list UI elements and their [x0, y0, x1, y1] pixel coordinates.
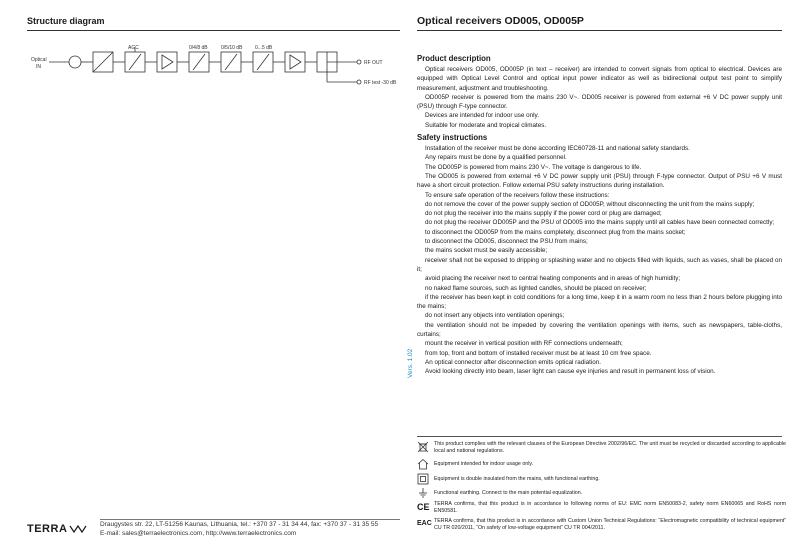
rf-test-label: RF test -30 dB	[364, 80, 397, 86]
safety-instructions-body	[417, 144, 782, 376]
safety-paragraph: receiver shall not be exposed to dripping or splashing water and no objects filled with liquids, such as vases, shall be placed on it;	[417, 256, 782, 273]
structure-diagram	[27, 40, 407, 100]
address-line: Draugystes str. 22, LT-51256 Kaunas, Lithuania, tel.: +370 37 - 31 34 44, fax: +370 37 - 31 35 55	[100, 521, 379, 528]
product-paragraph: Suitable for moderate and tropical climates.	[425, 121, 547, 129]
weee-text: This product complies with the relevant clauses of the European Directive 2002/96/EC. The unit must be recycled or discarded according to applicable local and national regulations.	[434, 441, 786, 454]
amplifier-1-block	[157, 52, 177, 72]
safety-paragraph: mount the receiver in vertical position with RF connections underneath;	[425, 340, 623, 348]
safety-paragraph: An optical connector after disconnection emits optical radiation.	[425, 358, 602, 366]
footer-rule	[100, 519, 400, 520]
safety-paragraph: do not remove the cover of the power supply section of OD005P, without disconnecting the unit from the mains supply;	[425, 200, 755, 208]
product-description-heading: Product description	[417, 54, 491, 63]
indoor-text: Equipment intended for indoor usage only.	[434, 461, 534, 467]
amplifier-2-block	[285, 52, 305, 72]
product-paragraph: Devices are intended for indoor use only.	[425, 112, 539, 120]
product-content	[417, 54, 782, 377]
right-header-rule	[417, 30, 782, 31]
rf-out-label: RF OUT	[364, 60, 383, 66]
terra-wave-icon	[69, 524, 89, 534]
safety-paragraph: To ensure safe operation of the receivers follow these instructions:	[425, 191, 610, 199]
att1-label: 0/4/8 dB	[189, 45, 208, 51]
safety-paragraph: to disconnect the OD005, disconnect the PSU from mains;	[425, 238, 588, 246]
house-icon	[417, 458, 429, 470]
product-description-body	[417, 65, 782, 130]
att3-label: 0...5 dB	[255, 45, 273, 51]
safety-paragraph: Any repairs must be done by a qualified personnel.	[425, 154, 567, 162]
earth-icon	[417, 487, 429, 499]
left-header-rule	[27, 30, 400, 31]
safety-paragraph: from top, front and bottom of installed receiver must be at least 10 cm free space.	[425, 349, 652, 357]
att2-label: 0/5/10 dB	[221, 45, 243, 51]
terra-logo	[27, 523, 89, 535]
eac-mark: EAC	[417, 520, 432, 527]
safety-paragraph: The OD005P is powered from mains 230 V~. The voltage is dangerous to life.	[425, 163, 642, 171]
safety-paragraph: Installation of the receiver must be done according IEC60728-11 and national safety standards.	[425, 145, 690, 153]
product-paragraph: Optical receivers OD005, OD005P (in text – receiver) are intended to convert signals from optical to electrical. Devices are equipped with Optical Level Control and optical input power indicator as well as bidirectional output test point to simplify measurement, adjustment and troubleshooting.	[417, 66, 782, 92]
safety-paragraph: do not plug the receiver OD005P and the PSU of OD005 into the mains supply until all cables have been connected correctly;	[425, 219, 775, 227]
safety-paragraph: do not plug the receiver into the mains supply if the power cord or plug are damaged;	[425, 210, 662, 218]
double-insulation-text: Equipment is double insulated from the mains, with functional earthing.	[434, 476, 600, 482]
version-label: Vers. 1.02	[407, 348, 414, 378]
product-paragraph: OD005P receiver is powered from the mains 230 V~. OD005 receiver is powered from external +6 V DC power supply unit (PSU) through F-type connector.	[417, 93, 782, 111]
structure-diagram-title: Structure diagram	[27, 16, 105, 26]
eac-text: TERRA confirms, that this product is in accordance with Custom Union Technical Regulations: “Electromagnetic compatibility of technical equipment” CU TR 020/2011, “On safety of low-voltage equipment” CU TR 004/2011.	[434, 518, 786, 531]
safety-paragraph: the ventilation should not be impeded by covering the ventilation openings with items, such as newspapers, table-cloths, curtains;	[417, 321, 782, 339]
safety-paragraph: if the receiver has been kept in cold conditions for a long time, keep it in a warm room no less than 2 hours before plugging into the mains;	[417, 293, 782, 311]
footer-address	[100, 521, 378, 538]
safety-instructions-heading: Safety instructions	[417, 133, 488, 143]
contact-line: E-mail: sales@terraelectronics.com, http://www.terraelectronics.com	[100, 529, 297, 537]
terra-logo-text: TERRA	[27, 523, 68, 535]
optical-connector-symbol	[69, 56, 81, 68]
input-label-2: IN	[36, 64, 41, 70]
ce-text: TERRA confirms, that this product is in accordance to following norms of EU: EMC norm EN50083-2, safety norm EN60065 and RoHS norm EN50581.	[434, 501, 786, 514]
agc-label: AGC	[128, 45, 139, 51]
notice-rule	[417, 436, 782, 437]
safety-paragraph: Avoid looking directly into beam, laser light can cause eye injuries and result in permanent loss of vision.	[425, 368, 716, 376]
page-title: Optical receivers OD005, OD005P	[417, 15, 584, 27]
safety-paragraph: no naked flame sources, such as lighted candles, should be placed on receiver;	[425, 284, 647, 292]
ce-mark: CE	[417, 502, 430, 512]
earthing-text: Functional earthing. Connect to the main potential equalization.	[434, 490, 583, 496]
double-insulation-icon	[417, 473, 429, 485]
safety-paragraph: do not insert any objects into ventilation openings;	[425, 312, 565, 320]
safety-paragraph: to disconnect the OD005P from the mains completely, disconnect plug from the mains socket;	[425, 228, 686, 236]
crossed-bin-icon	[417, 441, 429, 453]
safety-paragraph: the mains socket must be easily accessible;	[425, 247, 548, 255]
input-label-1: Optical	[31, 57, 47, 63]
safety-paragraph: avoid placing the receiver next to central heating components and in areas of high humidity;	[425, 275, 681, 283]
safety-paragraph: The OD005 is powered from external +6 V DC power supply unit (PSU) through F-type connector. Output of PSU +6 V must have a short circuit protection. Follow external PSU safety instructions during installation.	[417, 172, 782, 190]
